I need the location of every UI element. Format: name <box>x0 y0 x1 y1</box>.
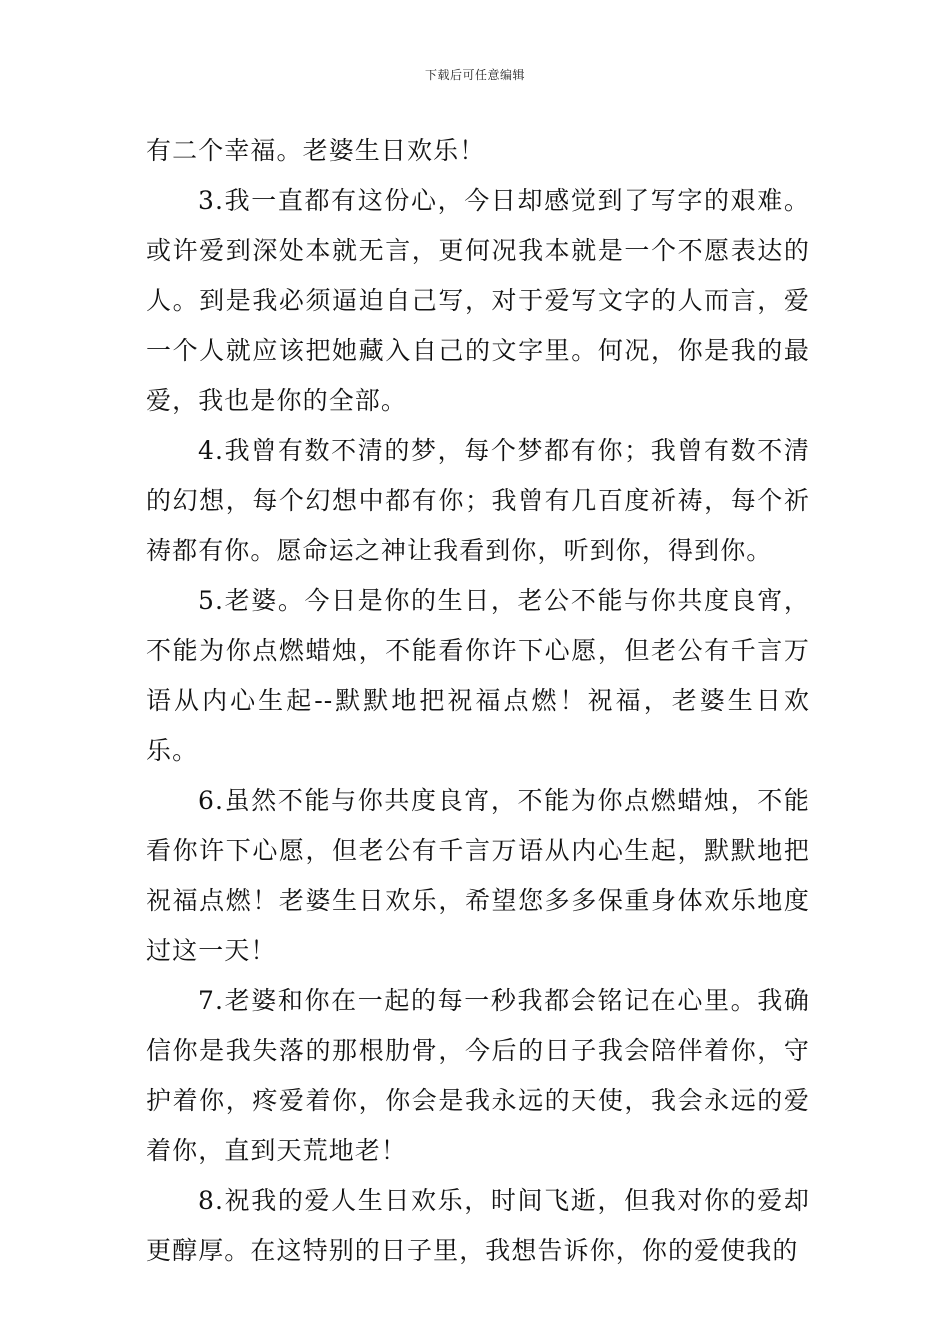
paragraph-3: 3.我一直都有这份心，今日却感觉到了写字的艰难。或许爱到深处本就无言，更何况我本就是一个不愿表达的人。到是我必须逼迫自己写，对于爱写文字的人而言，爱一个人就应该把她藏入自己的文字里。何况，你是我的最爱，我也是你的全部。 <box>146 186 810 415</box>
page-header: 下载后可任意编辑 <box>424 68 525 82</box>
paragraph-8: 8.祝我的爱人生日欢乐，时间飞逝，但我对你的爱却更醇厚。在这特别的日子里，我想告诉你，你的爱使我的 <box>146 1186 810 1265</box>
paragraph-7: 7.老婆和你在一起的每一秒我都会铭记在心里。我确信你是我失落的那根肋骨，今后的日子我会陪伴着你，守护着你，疼爱着你，你会是我永远的天使，我会永远的爱着你，直到天荒地老！ <box>146 986 810 1165</box>
paragraph-4: 4.我曾有数不清的梦，每个梦都有你；我曾有数不清的幻想，每个幻想中都有你；我曾有几百度祈祷，每个祈祷都有你。愿命运之神让我看到你，听到你，得到你。 <box>146 436 810 565</box>
paragraph-5: 5.老婆。今日是你的生日，老公不能与你共度良宵，不能为你点燃蜡烛，不能看你许下心愿，但老公有千言万语从内心生起--默默地把祝福点燃！祝福，老婆生日欢乐。 <box>146 586 810 765</box>
document-body <box>146 126 810 1276</box>
paragraph-6: 6.虽然不能与你共度良宵，不能为你点燃蜡烛，不能看你许下心愿，但老公有千言万语从内心生起，默默地把祝福点燃！老婆生日欢乐，希望您多多保重身体欢乐地度过这一天！ <box>146 786 810 965</box>
paragraph-continuation: 有二个幸福。老婆生日欢乐！ <box>146 136 486 165</box>
